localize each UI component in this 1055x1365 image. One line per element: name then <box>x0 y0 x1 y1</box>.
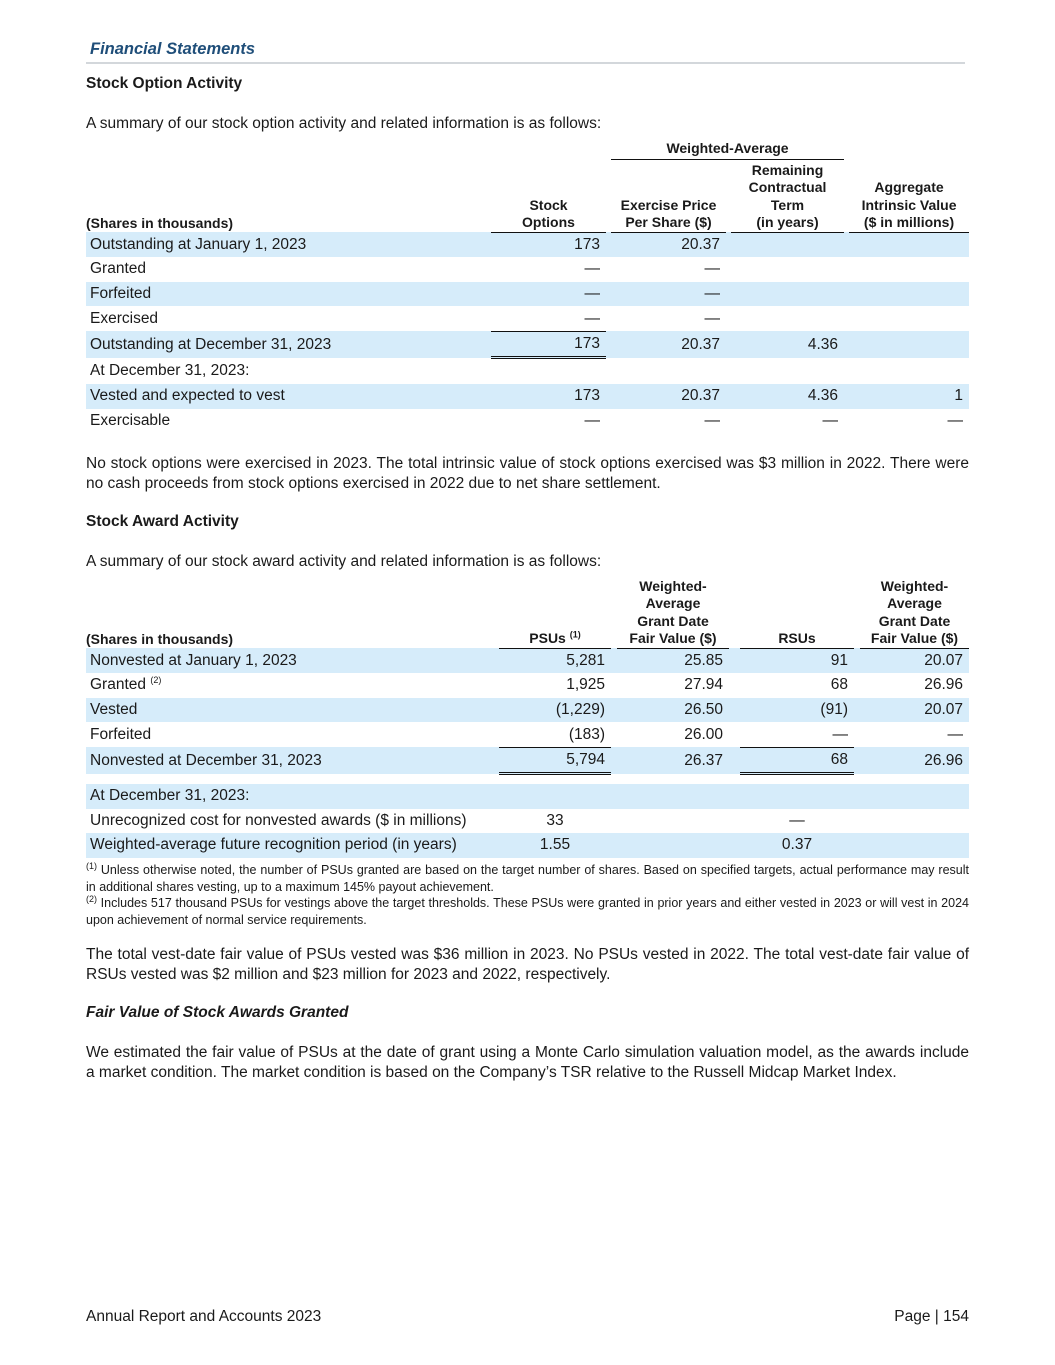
table-row: Granted — — <box>90 260 720 278</box>
table-row: Forfeited (183) 26.00 — — <box>86 722 969 747</box>
stock-award-paragraph: The total vest-date fair value of PSUs vested was $36 million in 2023. No PSUs vested in 2022. The total vest-date fair value of RSUs vested was $2 million and $23 million for 2023 and 2022, respectively. <box>86 946 969 983</box>
fair-value-heading: Fair Value of Stock Awards Granted <box>86 1004 349 1021</box>
stock-award-table <box>86 576 969 858</box>
stock-option-table <box>86 139 969 433</box>
page-header-title: Financial Statements <box>90 40 256 58</box>
col-rsus: RSUs <box>740 576 854 648</box>
fair-value-paragraph: We estimated the fair value of PSUs at the date of grant using a Monte Carlo simulation valuation model, as the awards include a market condition. The market condition is based on the Company’s TSR relative to the Russell Midcap Market Index. <box>86 1044 969 1081</box>
col-psu-fair-value: Weighted- Average Grant Date Fair Value ($) <box>617 576 729 648</box>
col-remaining-term: Remaining Contractual Term (in years) <box>731 159 844 232</box>
table-row: Vested and expected to vest 173 20.37 4.36 1 <box>86 384 969 409</box>
stock-option-heading: Stock Option Activity <box>86 75 243 92</box>
table-row: Nonvested at December 31, 2023 5,794 26.37 68 26.96 <box>86 747 969 774</box>
table-row: Exercised — — <box>90 309 720 327</box>
table-row: At December 31, 2023: <box>86 784 969 809</box>
table-row: Unrecognized cost for nonvested awards ($ in millions) 33 — <box>90 811 805 829</box>
table-row: Outstanding at December 31, 2023 173 20.37 4.36 <box>86 331 969 358</box>
col-shares-label: (Shares in thousands) <box>86 214 234 231</box>
col-stock-options: Stock Options <box>491 159 606 232</box>
col-psus: PSUs $^{(1)}$ <box>499 576 611 648</box>
stock-award-heading: Stock Award Activity <box>86 513 239 530</box>
table-row: At December 31, 2023: <box>90 362 250 380</box>
header-divider <box>86 62 965 64</box>
footer-report-title: Annual Report and Accounts 2023 <box>86 1308 322 1325</box>
stock-award-intro: A summary of our stock award activity and related information is as follows: <box>86 553 602 570</box>
table-row: Nonvested at January 1, 2023 5,281 25.85 91 20.07 <box>86 648 969 673</box>
footnote-1: $^{(1)}$ Unless otherwise noted, the number of PSUs granted are based on the target number of shares. Based on specified targets, actual performance may result in additional shares vesting, up to a maximum 145% payout achievement. <box>86 860 969 894</box>
col-rsu-fair-value: Weighted- Average Grant Date Fair Value ($) <box>860 576 969 648</box>
table-row: Vested (1,229) 26.50 (91) 20.07 <box>86 698 969 723</box>
footnote-2: $^{(2)}$ Includes 517 thousand PSUs for vestings above the target thresholds. These PSUs were granted in prior years and either vested in 2023 or will vest in 2024 upon achievement of normal service requirements. <box>86 893 969 927</box>
table-row: Exercisable — — — — <box>90 411 964 429</box>
col-shares-label-2: (Shares in thousands) <box>86 630 234 647</box>
table-row: Granted $^{(2)}$ 1,925 27.94 68 26.96 <box>90 675 963 694</box>
footer-page-number: Page | 154 <box>894 1308 969 1325</box>
stock-option-paragraph: No stock options were exercised in 2023. The total intrinsic value of stock options exercised was $3 million in 2022. There were no cash proceeds from stock options exercised in 2022 due to net share settlement. <box>86 455 969 492</box>
col-exercise-price: Exercise Price Per Share ($) <box>611 159 726 232</box>
table-row: Forfeited — — <box>86 282 969 307</box>
col-aggregate-value: Aggregate Intrinsic Value ($ in millions) <box>849 159 969 232</box>
weighted-average-group-header: Weighted-Average <box>611 139 844 159</box>
stock-option-intro: A summary of our stock option activity and related information is as follows: <box>86 115 602 132</box>
table-row: Weighted-average future recognition period (in years) 1.55 0.37 <box>86 833 969 858</box>
table-row: Outstanding at January 1, 2023 173 20.37 <box>86 232 969 257</box>
